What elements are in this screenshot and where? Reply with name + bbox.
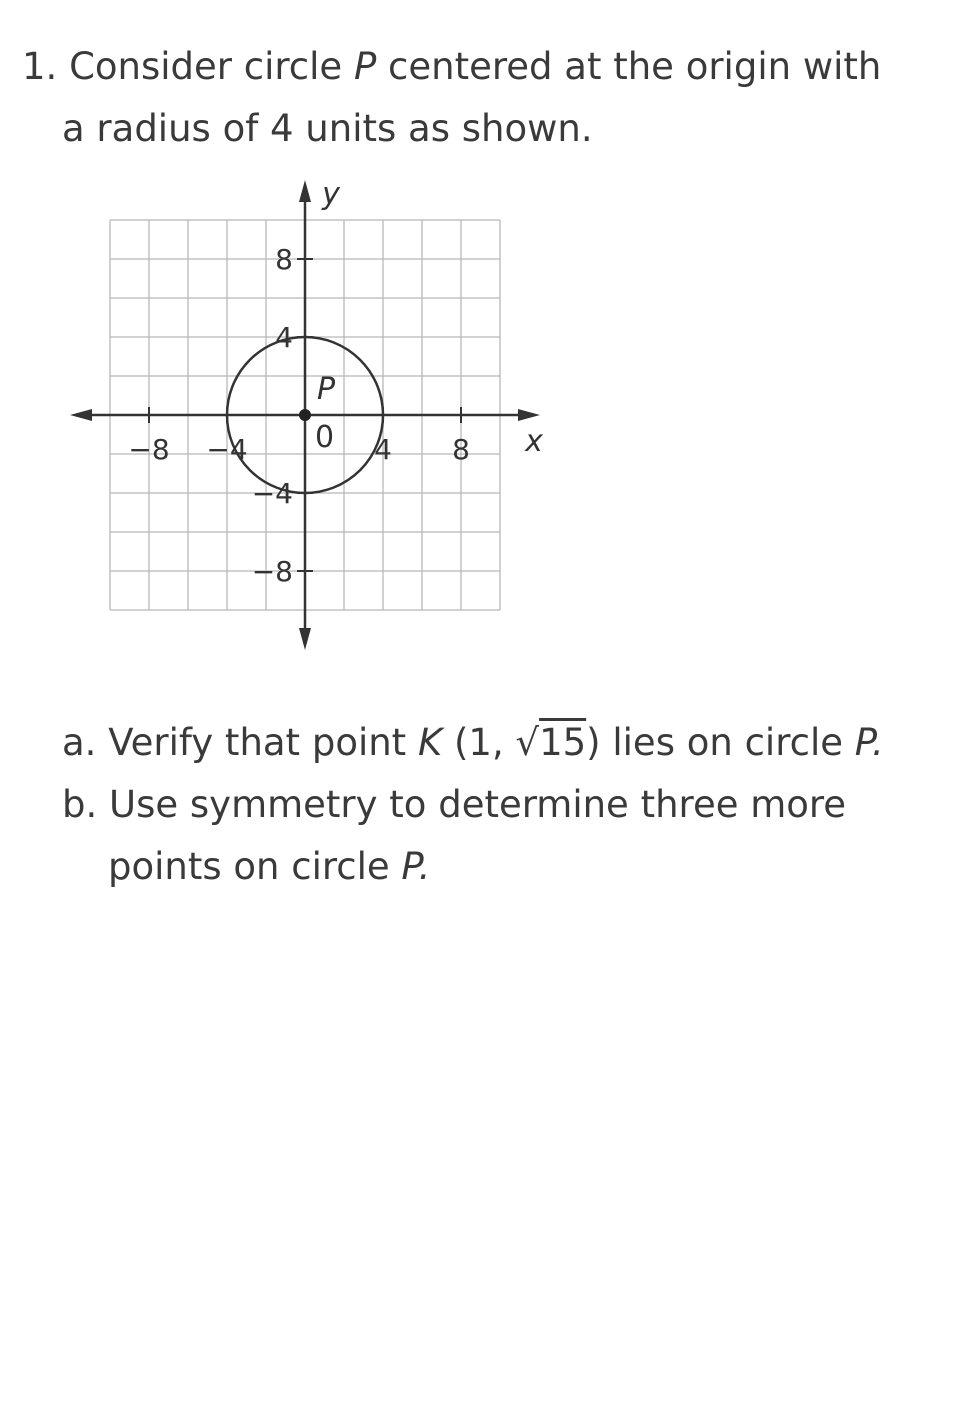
point-k-coords-close: )	[586, 721, 601, 764]
y-tick-label: 8	[275, 243, 293, 276]
y-tick-label: −4	[251, 477, 293, 510]
part-a-text: Verify that point	[108, 721, 407, 764]
x-tick-label: −4	[206, 433, 248, 466]
y-axis-label: y	[322, 177, 340, 212]
question-parts	[62, 712, 884, 898]
x-tick-label: 8	[452, 433, 470, 466]
x-axis-arrow-right	[518, 409, 540, 421]
problem-number: 1.	[22, 45, 58, 88]
problem-statement	[22, 36, 881, 160]
x-axis-arrow-left	[70, 409, 92, 421]
y-tick-label: −8	[251, 555, 293, 588]
y-axis-arrow-up	[299, 180, 311, 202]
x-axis-label: x	[525, 424, 543, 459]
problem-text: Consider circle	[69, 45, 343, 88]
coordinate-graph	[55, 170, 555, 664]
y-tick-label: 4	[275, 321, 293, 354]
point-k-name: K	[417, 721, 443, 764]
center-label: P	[317, 372, 336, 407]
problem-text: centered at the origin with	[388, 45, 882, 88]
part-b-continued	[62, 836, 884, 898]
point-k-coords-open: (1, √	[454, 721, 540, 764]
part-b-letter: b.	[62, 783, 98, 826]
x-tick-label: 4	[374, 433, 392, 466]
part-b	[62, 774, 884, 898]
circle-name: P	[353, 45, 377, 88]
circle-ref: P.	[401, 845, 431, 888]
part-b-text: points on circle	[108, 845, 390, 888]
circle-ref: P.	[854, 721, 884, 764]
part-a-text: lies on circle	[612, 721, 843, 764]
problem-text-line2: a radius of 4 units as shown.	[62, 107, 593, 150]
center-point	[299, 409, 311, 421]
part-a	[62, 712, 884, 774]
x-tick-label: −8	[128, 433, 170, 466]
part-b-text: Use symmetry to determine three more	[109, 783, 847, 826]
part-a-letter: a.	[62, 721, 97, 764]
point-k-radicand: 15	[539, 721, 587, 764]
y-axis-arrow-down	[299, 628, 311, 650]
origin-label: 0	[315, 420, 335, 455]
graph-svg	[55, 170, 555, 660]
